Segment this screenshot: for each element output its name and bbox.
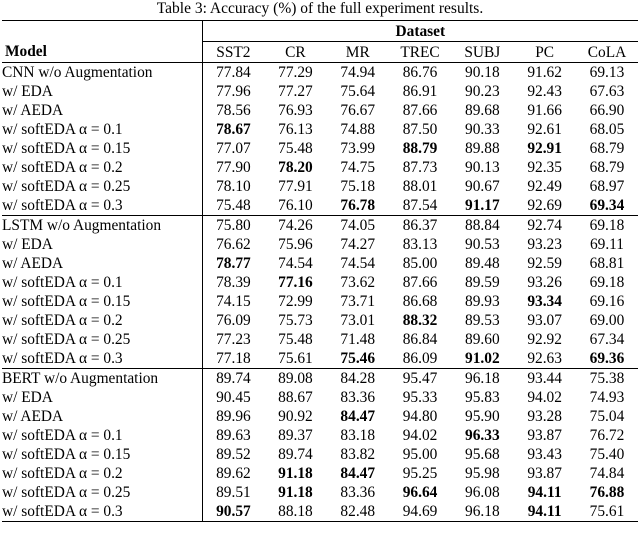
table-row	[2, 254, 638, 273]
column-header: PC	[513, 42, 575, 63]
accuracy-cell: 75.80	[202, 216, 264, 236]
table-row	[2, 388, 638, 407]
accuracy-cell: 89.93	[465, 293, 500, 310]
dataset-header: Dataset	[202, 21, 638, 42]
table-row	[2, 330, 638, 349]
accuracy-cell: 77.23	[216, 331, 251, 348]
accuracy-cell: 93.23	[527, 236, 562, 253]
accuracy-cell: 68.05	[589, 121, 625, 138]
accuracy-cell: 78.39	[216, 274, 251, 291]
accuracy-cell: 83.82	[340, 446, 376, 463]
accuracy-cell: 88.84	[451, 216, 513, 236]
accuracy-cell: 74.54	[278, 255, 313, 272]
accuracy-cell: 89.48	[465, 255, 500, 272]
accuracy-cell: 86.68	[402, 293, 438, 310]
model-name-cell: w/ softEDA α = 0.25	[2, 330, 202, 349]
model-name-cell: w/ softEDA α = 0.15	[2, 292, 202, 311]
accuracy-cell: 89.08	[264, 369, 326, 389]
accuracy-cell: 68.79	[589, 159, 625, 176]
accuracy-cell: 89.62	[216, 465, 251, 482]
accuracy-cell: 74.88	[340, 121, 376, 138]
table-row	[2, 63, 638, 83]
table-row	[2, 235, 638, 254]
table-row	[2, 369, 638, 389]
accuracy-cell: 75.48	[278, 140, 313, 157]
accuracy-cell: 75.04	[589, 408, 625, 425]
table-row	[2, 464, 638, 483]
accuracy-cell: 93.28	[527, 408, 562, 425]
accuracy-cell: 87.50	[402, 121, 438, 138]
accuracy-cell: 84.28	[327, 369, 389, 389]
accuracy-cell: 86.84	[402, 331, 438, 348]
accuracy-cell: 69.11	[589, 236, 624, 253]
table-row	[2, 273, 638, 292]
table-row	[2, 216, 638, 236]
accuracy-cell: 76.13	[278, 121, 313, 138]
table-row	[2, 158, 638, 177]
table-row	[2, 101, 638, 120]
results-table	[2, 20, 638, 522]
accuracy-cell: 94.02	[402, 427, 438, 444]
accuracy-cell: 77.84	[216, 64, 251, 81]
accuracy-cell: 96.18	[451, 502, 513, 522]
accuracy-cell: 68.79	[589, 140, 625, 157]
accuracy-cell: 75.64	[340, 83, 376, 100]
accuracy-cell: 88.18	[264, 502, 326, 522]
table-row	[2, 445, 638, 464]
column-header-row	[2, 42, 638, 63]
header-spacer	[2, 21, 202, 42]
accuracy-cell: 93.87	[527, 465, 562, 482]
accuracy-cell: 84.47	[340, 408, 376, 425]
model-name-cell: w/ softEDA α = 0.15	[2, 445, 202, 464]
table-row	[2, 196, 638, 216]
column-header: MR	[327, 42, 389, 63]
accuracy-cell: 75.48	[216, 197, 251, 214]
accuracy-cell: 92.74	[513, 216, 575, 236]
accuracy-cell: 95.25	[402, 465, 438, 482]
accuracy-cell: 83.36	[340, 389, 376, 406]
accuracy-cell: 77.07	[216, 140, 251, 157]
accuracy-cell: 76.62	[216, 236, 251, 253]
accuracy-cell: 95.90	[465, 408, 500, 425]
model-name-cell: w/ softEDA α = 0.15	[2, 139, 202, 158]
accuracy-cell: 91.17	[465, 197, 500, 214]
accuracy-cell: 78.67	[216, 121, 251, 138]
accuracy-cell: 69.18	[576, 216, 638, 236]
accuracy-cell: 89.53	[465, 312, 500, 329]
table-row	[2, 292, 638, 311]
accuracy-cell: 94.80	[402, 408, 438, 425]
table-row	[2, 426, 638, 445]
accuracy-cell: 74.75	[340, 159, 376, 176]
accuracy-cell: 84.47	[340, 465, 376, 482]
accuracy-cell: 93.87	[527, 427, 562, 444]
accuracy-cell: 69.34	[589, 197, 625, 214]
accuracy-cell: 95.68	[465, 446, 500, 463]
accuracy-cell: 78.56	[216, 102, 251, 119]
accuracy-cell: 68.97	[589, 178, 625, 195]
accuracy-cell: 77.29	[278, 64, 313, 81]
accuracy-cell: 74.94	[340, 64, 376, 81]
accuracy-cell: 77.90	[216, 159, 251, 176]
model-name-cell: w/ softEDA α = 0.3	[2, 196, 202, 216]
accuracy-cell: 89.74	[278, 446, 313, 463]
accuracy-cell: 83.13	[402, 236, 438, 253]
accuracy-cell: 76.09	[216, 312, 251, 329]
accuracy-cell: 95.83	[465, 389, 500, 406]
accuracy-cell: 91.62	[527, 64, 562, 81]
accuracy-cell: 75.38	[576, 369, 638, 389]
model-name-cell: w/ AEDA	[2, 407, 202, 426]
accuracy-cell: 94.11	[527, 484, 562, 501]
accuracy-cell: 74.93	[589, 389, 625, 406]
accuracy-cell: 69.16	[589, 293, 625, 310]
dataset-header-row	[2, 21, 638, 42]
accuracy-cell: 77.27	[278, 83, 313, 100]
table-row	[2, 82, 638, 101]
accuracy-cell: 76.72	[589, 427, 625, 444]
accuracy-cell: 93.43	[527, 446, 562, 463]
accuracy-cell: 90.45	[216, 389, 251, 406]
model-name-cell: w/ softEDA α = 0.1	[2, 273, 202, 292]
accuracy-cell: 90.23	[465, 83, 500, 100]
accuracy-cell: 75.96	[278, 236, 313, 253]
accuracy-cell: 89.52	[216, 446, 251, 463]
accuracy-cell: 74.26	[264, 216, 326, 236]
accuracy-cell: 92.49	[527, 178, 562, 195]
table-row	[2, 311, 638, 330]
accuracy-cell: 86.76	[402, 64, 438, 81]
column-header: SST2	[202, 42, 264, 63]
column-header: CR	[264, 42, 326, 63]
model-name-cell: w/ softEDA α = 0.2	[2, 158, 202, 177]
accuracy-cell: 66.90	[589, 102, 625, 119]
accuracy-cell: 74.84	[589, 465, 625, 482]
accuracy-cell: 75.61	[576, 502, 638, 522]
model-name-cell: w/ softEDA α = 0.25	[2, 483, 202, 502]
accuracy-cell: 94.02	[527, 389, 562, 406]
column-header: SUBJ	[451, 42, 513, 63]
accuracy-cell: 93.34	[527, 293, 562, 310]
accuracy-cell: 91.66	[527, 102, 562, 119]
accuracy-cell: 87.54	[402, 197, 438, 214]
model-header: Model	[2, 42, 202, 63]
accuracy-cell: 76.78	[340, 197, 376, 214]
accuracy-cell: 82.48	[327, 502, 389, 522]
accuracy-cell: 90.33	[465, 121, 500, 138]
accuracy-cell: 93.44	[513, 369, 575, 389]
accuracy-cell: 86.91	[402, 83, 438, 100]
accuracy-cell: 90.57	[202, 502, 264, 522]
table-row	[2, 349, 638, 369]
accuracy-cell: 94.11	[513, 502, 575, 522]
accuracy-cell: 88.32	[402, 312, 438, 329]
accuracy-cell: 88.01	[402, 178, 438, 195]
accuracy-cell: 89.96	[216, 408, 251, 425]
accuracy-cell: 90.67	[465, 178, 500, 195]
accuracy-cell: 69.36	[589, 350, 625, 367]
accuracy-cell: 92.91	[527, 140, 562, 157]
model-name-cell: w/ softEDA α = 0.25	[2, 177, 202, 196]
accuracy-cell: 74.15	[216, 293, 251, 310]
accuracy-cell: 85.00	[402, 255, 438, 272]
accuracy-cell: 92.63	[527, 350, 562, 367]
accuracy-cell: 83.18	[340, 427, 376, 444]
accuracy-cell: 78.10	[216, 178, 251, 195]
table-row	[2, 483, 638, 502]
model-name-cell: w/ EDA	[2, 82, 202, 101]
accuracy-cell: 86.09	[402, 350, 438, 367]
accuracy-cell: 90.92	[278, 408, 313, 425]
accuracy-cell: 89.37	[278, 427, 313, 444]
accuracy-cell: 89.88	[465, 140, 500, 157]
accuracy-cell: 94.69	[389, 502, 451, 522]
table-row	[2, 177, 638, 196]
accuracy-cell: 88.67	[278, 389, 313, 406]
accuracy-cell: 72.99	[278, 293, 313, 310]
accuracy-cell: 74.05	[327, 216, 389, 236]
model-name-cell: w/ softEDA α = 0.2	[2, 464, 202, 483]
model-name-cell: CNN w/o Augmentation	[2, 63, 202, 83]
accuracy-cell: 86.37	[389, 216, 451, 236]
accuracy-cell: 96.64	[402, 484, 438, 501]
accuracy-cell: 87.73	[402, 159, 438, 176]
accuracy-cell: 77.96	[216, 83, 251, 100]
accuracy-cell: 76.88	[589, 484, 625, 501]
accuracy-cell: 87.66	[402, 274, 438, 291]
accuracy-cell: 77.18	[216, 350, 251, 367]
accuracy-cell: 76.67	[340, 102, 376, 119]
accuracy-cell: 88.79	[402, 140, 438, 157]
accuracy-cell: 73.71	[340, 293, 376, 310]
accuracy-cell: 74.54	[340, 255, 376, 272]
accuracy-cell: 77.91	[278, 178, 313, 195]
table-row	[2, 120, 638, 139]
model-name-cell: w/ EDA	[2, 235, 202, 254]
accuracy-cell: 92.59	[527, 255, 562, 272]
table-row	[2, 407, 638, 426]
accuracy-cell: 89.74	[202, 369, 264, 389]
accuracy-cell: 96.18	[451, 369, 513, 389]
accuracy-cell: 75.18	[340, 178, 376, 195]
accuracy-cell: 68.81	[589, 255, 625, 272]
accuracy-cell: 75.61	[278, 350, 313, 367]
accuracy-cell: 83.36	[340, 484, 376, 501]
accuracy-cell: 89.51	[216, 484, 251, 501]
model-name-cell: w/ softEDA α = 0.3	[2, 349, 202, 369]
column-header: TREC	[389, 42, 451, 63]
accuracy-cell: 73.01	[340, 312, 376, 329]
accuracy-cell: 69.13	[589, 64, 625, 81]
model-name-cell: w/ AEDA	[2, 254, 202, 273]
model-name-cell: w/ AEDA	[2, 101, 202, 120]
accuracy-cell: 92.35	[527, 159, 562, 176]
accuracy-cell: 74.27	[340, 236, 376, 253]
accuracy-cell: 67.63	[589, 83, 625, 100]
model-name-cell: w/ softEDA α = 0.3	[2, 502, 202, 522]
table-body	[2, 63, 638, 522]
model-name-cell: BERT w/o Augmentation	[2, 369, 202, 389]
model-name-cell: w/ softEDA α = 0.2	[2, 311, 202, 330]
accuracy-cell: 95.98	[465, 465, 500, 482]
accuracy-cell: 75.73	[278, 312, 313, 329]
accuracy-cell: 96.33	[465, 427, 500, 444]
accuracy-cell: 92.69	[527, 197, 562, 214]
accuracy-cell: 77.16	[278, 274, 313, 291]
accuracy-cell: 67.34	[589, 331, 625, 348]
accuracy-cell: 75.40	[589, 446, 625, 463]
accuracy-cell: 89.63	[216, 427, 251, 444]
accuracy-cell: 75.46	[340, 350, 376, 367]
accuracy-cell: 71.48	[340, 331, 376, 348]
accuracy-cell: 73.99	[340, 140, 376, 157]
accuracy-cell: 89.60	[465, 331, 500, 348]
accuracy-cell: 92.61	[527, 121, 562, 138]
accuracy-cell: 90.18	[465, 64, 500, 81]
table-caption: Table 3: Accuracy (%) of the full experiment results.	[156, 0, 484, 17]
accuracy-cell: 95.00	[402, 446, 438, 463]
accuracy-cell: 91.02	[465, 350, 500, 367]
accuracy-cell: 91.18	[278, 484, 313, 501]
accuracy-cell: 78.77	[216, 255, 251, 272]
accuracy-cell: 96.08	[465, 484, 500, 501]
accuracy-cell: 92.43	[527, 83, 562, 100]
accuracy-cell: 89.59	[465, 274, 500, 291]
table-row	[2, 139, 638, 158]
accuracy-cell: 93.26	[527, 274, 562, 291]
accuracy-cell: 69.18	[589, 274, 625, 291]
accuracy-cell: 92.92	[527, 331, 562, 348]
model-name-cell: w/ EDA	[2, 388, 202, 407]
accuracy-cell: 90.53	[465, 236, 500, 253]
accuracy-cell: 78.20	[278, 159, 313, 176]
accuracy-cell: 76.93	[278, 102, 313, 119]
accuracy-cell: 93.07	[527, 312, 562, 329]
accuracy-cell: 90.13	[465, 159, 500, 176]
accuracy-cell: 76.10	[278, 197, 313, 214]
accuracy-cell: 73.62	[340, 274, 376, 291]
column-header: CoLA	[576, 42, 638, 63]
accuracy-cell: 89.68	[465, 102, 500, 119]
accuracy-cell: 87.66	[402, 102, 438, 119]
accuracy-cell: 91.18	[278, 465, 313, 482]
accuracy-cell: 75.48	[278, 331, 313, 348]
model-name-cell: w/ softEDA α = 0.1	[2, 426, 202, 445]
accuracy-cell: 69.00	[589, 312, 625, 329]
table-row	[2, 502, 638, 522]
accuracy-cell: 95.33	[402, 389, 438, 406]
model-name-cell: w/ softEDA α = 0.1	[2, 120, 202, 139]
model-name-cell: LSTM w/o Augmentation	[2, 216, 202, 236]
accuracy-cell: 95.47	[389, 369, 451, 389]
